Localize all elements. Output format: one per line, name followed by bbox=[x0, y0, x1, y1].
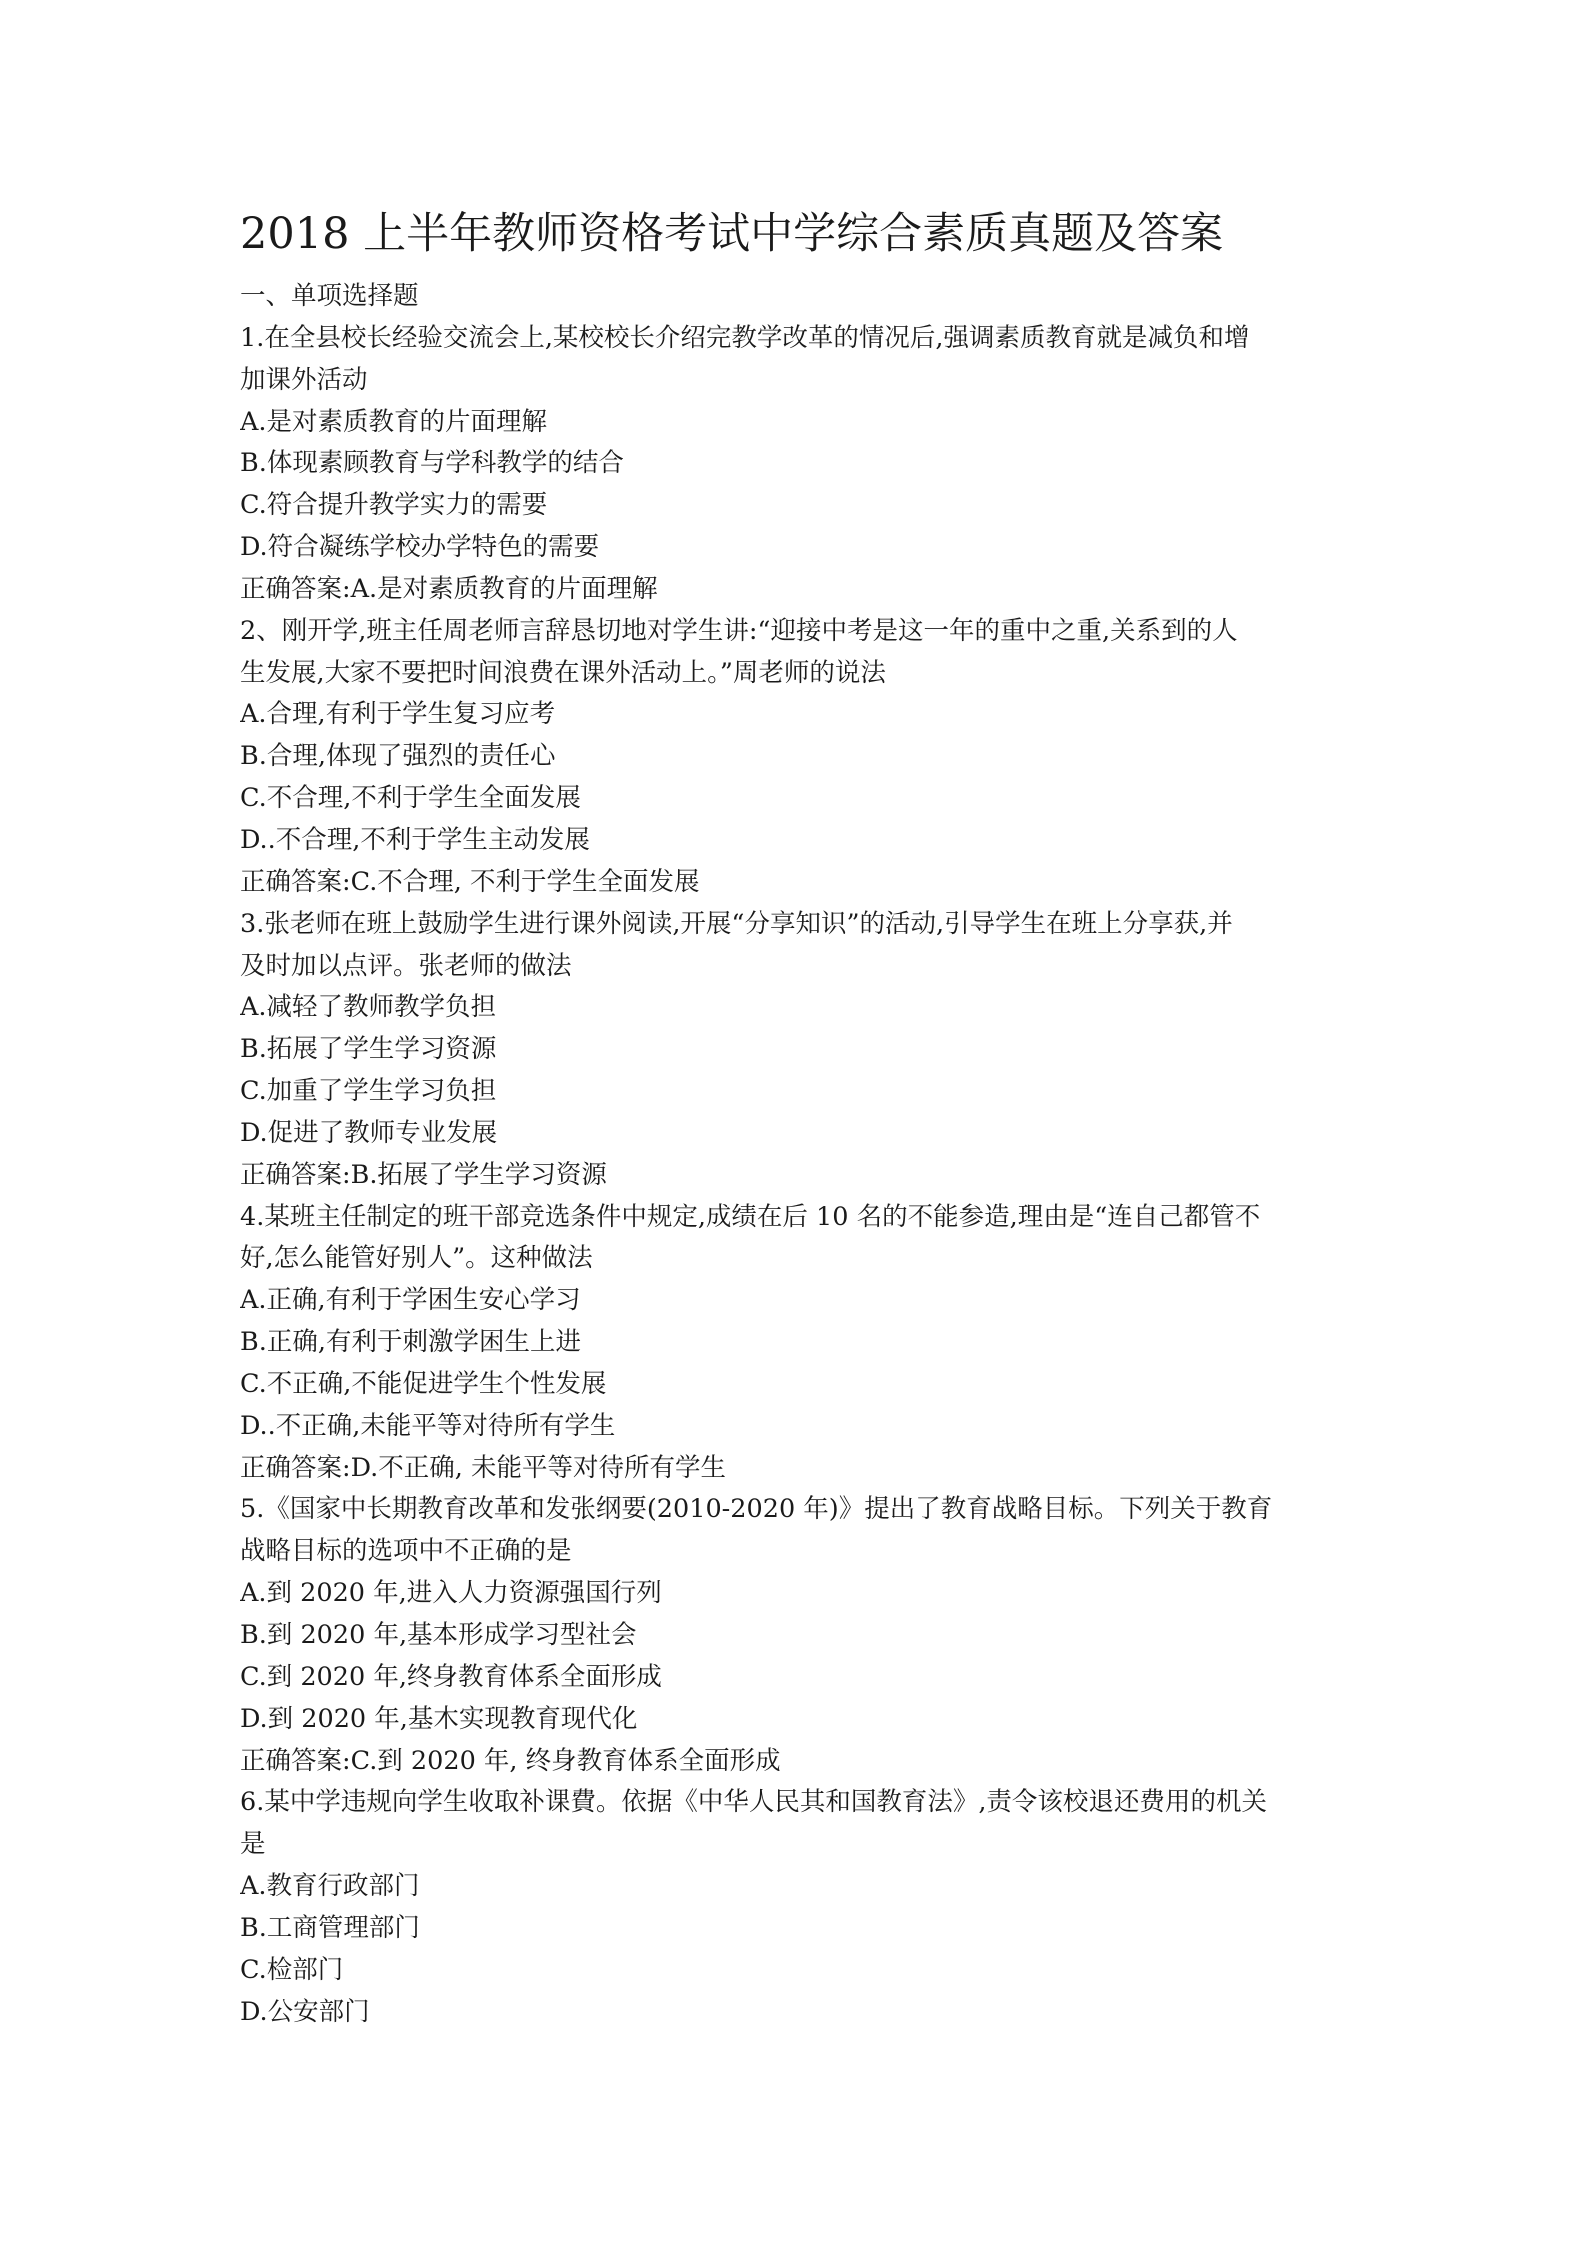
text-line: A.到 2020 年,进入人力资源强国行列 bbox=[240, 1578, 662, 1609]
text-line: 生发展,大家不要把时间浪费在课外活动上。”周老师的说法 bbox=[240, 657, 886, 688]
text-line: 及时加以点评。张老师的做法 bbox=[240, 950, 572, 981]
text-line: B.正确,有利于刺激学困生上进 bbox=[240, 1327, 581, 1358]
text-line: C.检部门 bbox=[240, 1954, 344, 1985]
document-body bbox=[240, 276, 1360, 2033]
text-line: 正确答案:C.到 2020 年, 终身教育体系全面形成 bbox=[240, 1745, 781, 1776]
text-line: D..不合理,不利于学生主动发展 bbox=[240, 824, 590, 855]
text-line: A.正确,有利于学困生安心学习 bbox=[240, 1285, 581, 1316]
text-line: B.工商管理部门 bbox=[240, 1912, 420, 1943]
text-line: A.减轻了教师教学负担 bbox=[240, 992, 497, 1023]
text-line: 正确答案:D.不正确, 未能平等对待所有学生 bbox=[240, 1452, 726, 1483]
text-line: C.不合理,不利于学生全面发展 bbox=[240, 783, 581, 814]
text-line: C.不正确,不能促进学生个性发展 bbox=[240, 1368, 607, 1399]
text-line: B.合理,体现了强烈的责任心 bbox=[240, 741, 556, 772]
text-line: 战略目标的选项中不正确的是 bbox=[240, 1536, 572, 1567]
text-line: 2、刚开学,班主任周老师言辞恳切地对学生讲:“迎接中考是这一年的重中之重,关系到的人 bbox=[240, 615, 1238, 646]
text-line: 正确答案:A.是对素质教育的片面理解 bbox=[240, 573, 658, 604]
text-line: 加课外活动 bbox=[240, 364, 368, 395]
text-line: 5.《国家中长期教育改革和发张纲要(2010-2020 年)》提出了教育战略目标。下列关于教育 bbox=[240, 1494, 1273, 1525]
text-line: 正确答案:B.拓展了学生学习资源 bbox=[240, 1159, 607, 1190]
text-line: B.拓展了学生学习资源 bbox=[240, 1034, 497, 1065]
text-line: C.符合提升教学实力的需要 bbox=[240, 490, 548, 521]
text-line: 是 bbox=[240, 1829, 266, 1860]
text-line: D.符合凝练学校办学特色的需要 bbox=[240, 532, 600, 563]
text-line: 6.某中学违规向学生收取补课費。依据《中华人民其和国教育法》,责令该校退还费用的机关 bbox=[240, 1787, 1267, 1818]
text-line: 好,怎么能管好别人”。这种做法 bbox=[240, 1243, 593, 1274]
text-line: C.加重了学生学习负担 bbox=[240, 1076, 497, 1107]
text-line: B.到 2020 年,基本形成学习型社会 bbox=[240, 1620, 637, 1650]
text-line: D.公安部门 bbox=[240, 1996, 370, 2027]
text-line: D.到 2020 年,基木实现教育现代化 bbox=[240, 1703, 638, 1734]
text-line: A.是对素质教育的片面理解 bbox=[240, 406, 548, 437]
text-line: 一、单项选择题 bbox=[240, 281, 419, 311]
text-line: 4.某班主任制定的班干部竞选条件中规定,成绩在后 10 名的不能参造,理由是“连自己都管不 bbox=[240, 1201, 1261, 1232]
text-line: 正确答案:C.不合理, 不利于学生全面发展 bbox=[240, 866, 700, 897]
text-line: B.体现素顾教育与学科教学的结合 bbox=[240, 448, 624, 479]
document-title: 2018 上半年教师资格考试中学综合素质真题及答案 bbox=[240, 209, 1224, 259]
text-line: A.合理,有利于学生复习应考 bbox=[240, 699, 556, 730]
text-line: A.教育行政部门 bbox=[240, 1871, 420, 1902]
text-line: 1.在全县校长经验交流会上,某校校长介绍完教学改革的情况后,强调素质教育就是减负和增 bbox=[240, 322, 1250, 353]
text-line: D.促进了教师专业发展 bbox=[240, 1117, 498, 1148]
text-line: C.到 2020 年,终身教育体系全面形成 bbox=[240, 1661, 662, 1692]
text-line: D..不正确,未能平等对待所有学生 bbox=[240, 1410, 616, 1441]
text-line: 3.张老师在班上鼓励学生进行课外阅读,开展“分享知识”的活动,引导学生在班上分享获,并 bbox=[240, 908, 1233, 939]
